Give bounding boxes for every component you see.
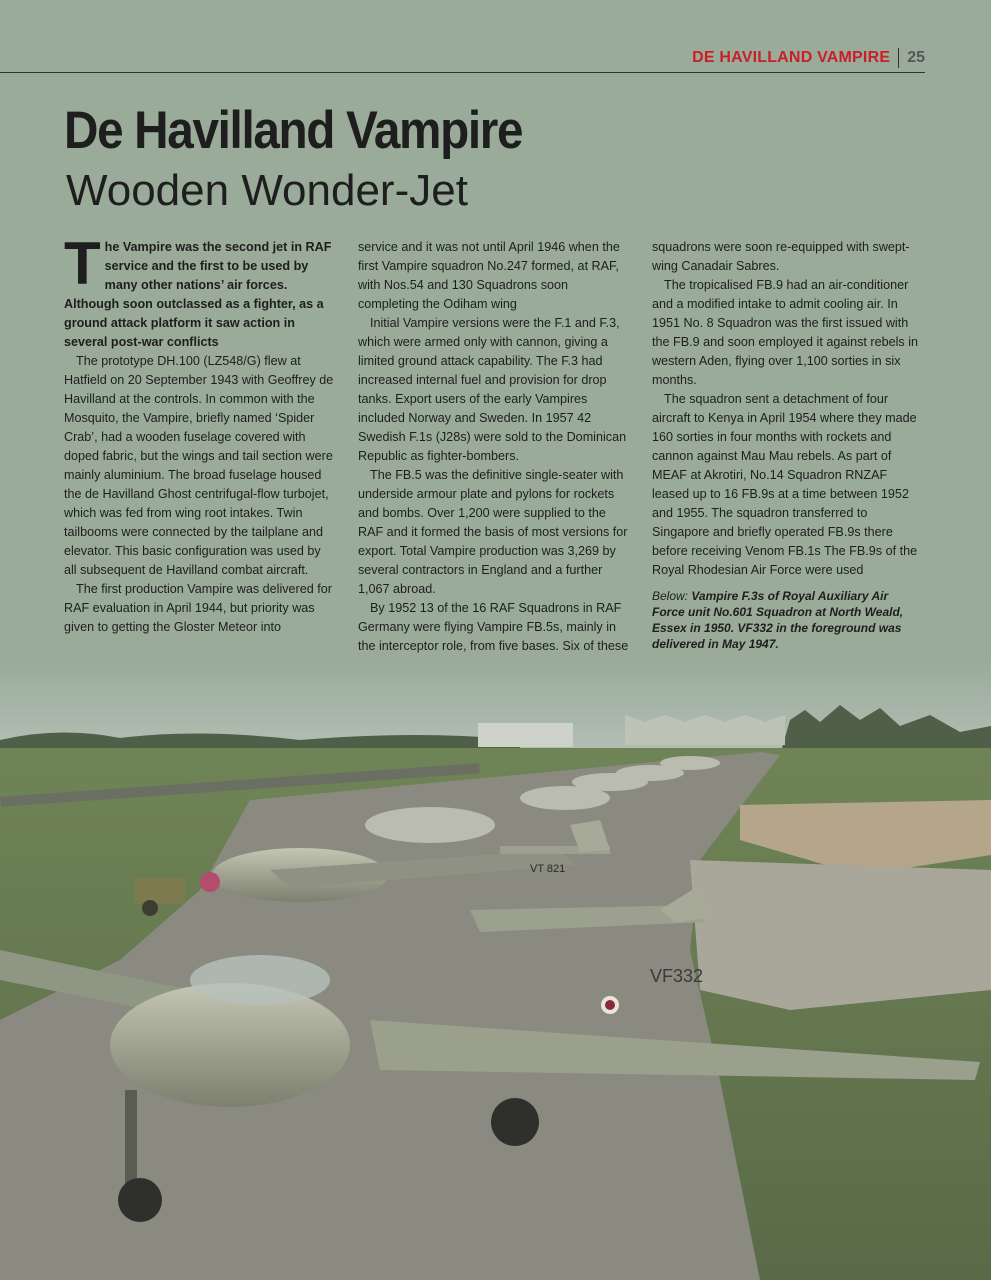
running-head	[692, 48, 925, 68]
ground-cart	[135, 878, 185, 904]
column-2	[358, 238, 630, 656]
header-separator	[898, 48, 899, 68]
section-title: DE HAVILLAND VAMPIRE	[692, 49, 891, 66]
caption-text: Vampire F.3s of Royal Auxiliary Air Force unit No.601 Squadron at North Weald, Essex in 1950. VF332 in the foreground was delivered in May 1947.	[652, 589, 904, 651]
airfield-photo	[0, 660, 991, 1280]
body-paragraph: Initial Vampire versions were the F.1 and F.3, which were armed only with cannon, giving a limited ground attack capability. The F.3 had increased internal fuel and provision for drop tanks. Export users of the early Vampires included Norway and Sweden. In 1957 42 Swedish F.1s (J28s) were sold to the Dominican Republic as fighter-bombers.	[358, 316, 627, 463]
article-title: De Havilland Vampire	[64, 101, 523, 160]
column-1	[64, 230, 336, 637]
drop-cap: T	[64, 230, 101, 297]
lead-paragraph	[64, 230, 336, 352]
body-paragraph: The tropicalised FB.9 had an air-conditioner and a modified intake to admit cooling air. In 1951 No. 8 Squadron was the first issued with the FB.9 and soon employed it against rebels in western Aden, flying over 1,100 sorties in six months.	[652, 278, 919, 387]
body-paragraph-continued: squadrons were soon re-equipped with swept-wing Canadair Sabres.	[652, 240, 910, 273]
cockpit	[190, 955, 330, 1005]
body-paragraph: The prototype DH.100 (LZ548/G) flew at Hatfield on 20 September 1943 with Geoffrey de Havilland at the controls. In common with the Mosquito, the Vampire, briefly named ‘Spider Crab’, had a wooden fuselage covered with doped fabric, but the wings and tail section were mainly aluminium. The broad fuselage housed the de Havilland Ghost centrifugal-flow turbojet, which was fed from wing root intakes. Twin tailbooms were connected by the tailplane and elevator. This basic configuration was used by all subsequent de Havilland combat aircraft.	[64, 354, 334, 577]
page-number: 25	[907, 49, 925, 66]
body-paragraph: By 1952 13 of the 16 RAF Squadrons in RAF Germany were flying Vampire FB.5s, mainly in the interceptor role, from five bases. Six of these	[358, 601, 629, 653]
article-subtitle: Wooden Wonder-Jet	[66, 166, 468, 215]
body-paragraph: The first production Vampire was delivered for RAF evaluation in April 1944, but priority was given to getting the Gloster Meteor into	[64, 582, 332, 634]
column-3	[652, 238, 924, 652]
serial-second: VT 821	[530, 863, 566, 875]
caption-label: Below:	[652, 589, 689, 603]
header-rule	[0, 72, 925, 73]
body-paragraph-continued: service and it was not until April 1946 when the first Vampire squadron No.247 formed, at RAF, with Nos.54 and 130 Squadrons soon completing the Odiham wing	[358, 240, 620, 311]
hangar	[478, 723, 573, 747]
lead-text: he Vampire was the second jet in RAF service and the first to be used by many other nations’ air forces. Although soon outclassed as a fighter, as a ground attack platform it saw action in several post-war conflicts	[64, 240, 332, 349]
concrete-apron	[690, 860, 991, 1010]
serial-foreground: VF332	[650, 966, 704, 986]
photo-caption	[652, 588, 924, 652]
body-paragraph: The FB.5 was the definitive single-seater with underside armour plate and pylons for rockets and bombs. Over 1,200 were supplied to the RAF and it formed the basis of most versions for export. Total Vampire production was 3,269 by several contractors in England and a further 1,067 abroad.	[358, 468, 628, 596]
body-paragraph: The squadron sent a detachment of four aircraft to Kenya in April 1954 where they made 160 sorties in four months with rockets and cannon against Mau Mau rebels. As part of MEAF at Akrotiri, No.14 Squadron RNZAF leased up to 16 FB.9s at a time between 1952 and 1955. The squadron transferred to Singapore and briefly operated FB.9s there before receiving Venom FB.1s The FB.9s of the Royal Rhodesian Air Force were used	[652, 392, 918, 577]
